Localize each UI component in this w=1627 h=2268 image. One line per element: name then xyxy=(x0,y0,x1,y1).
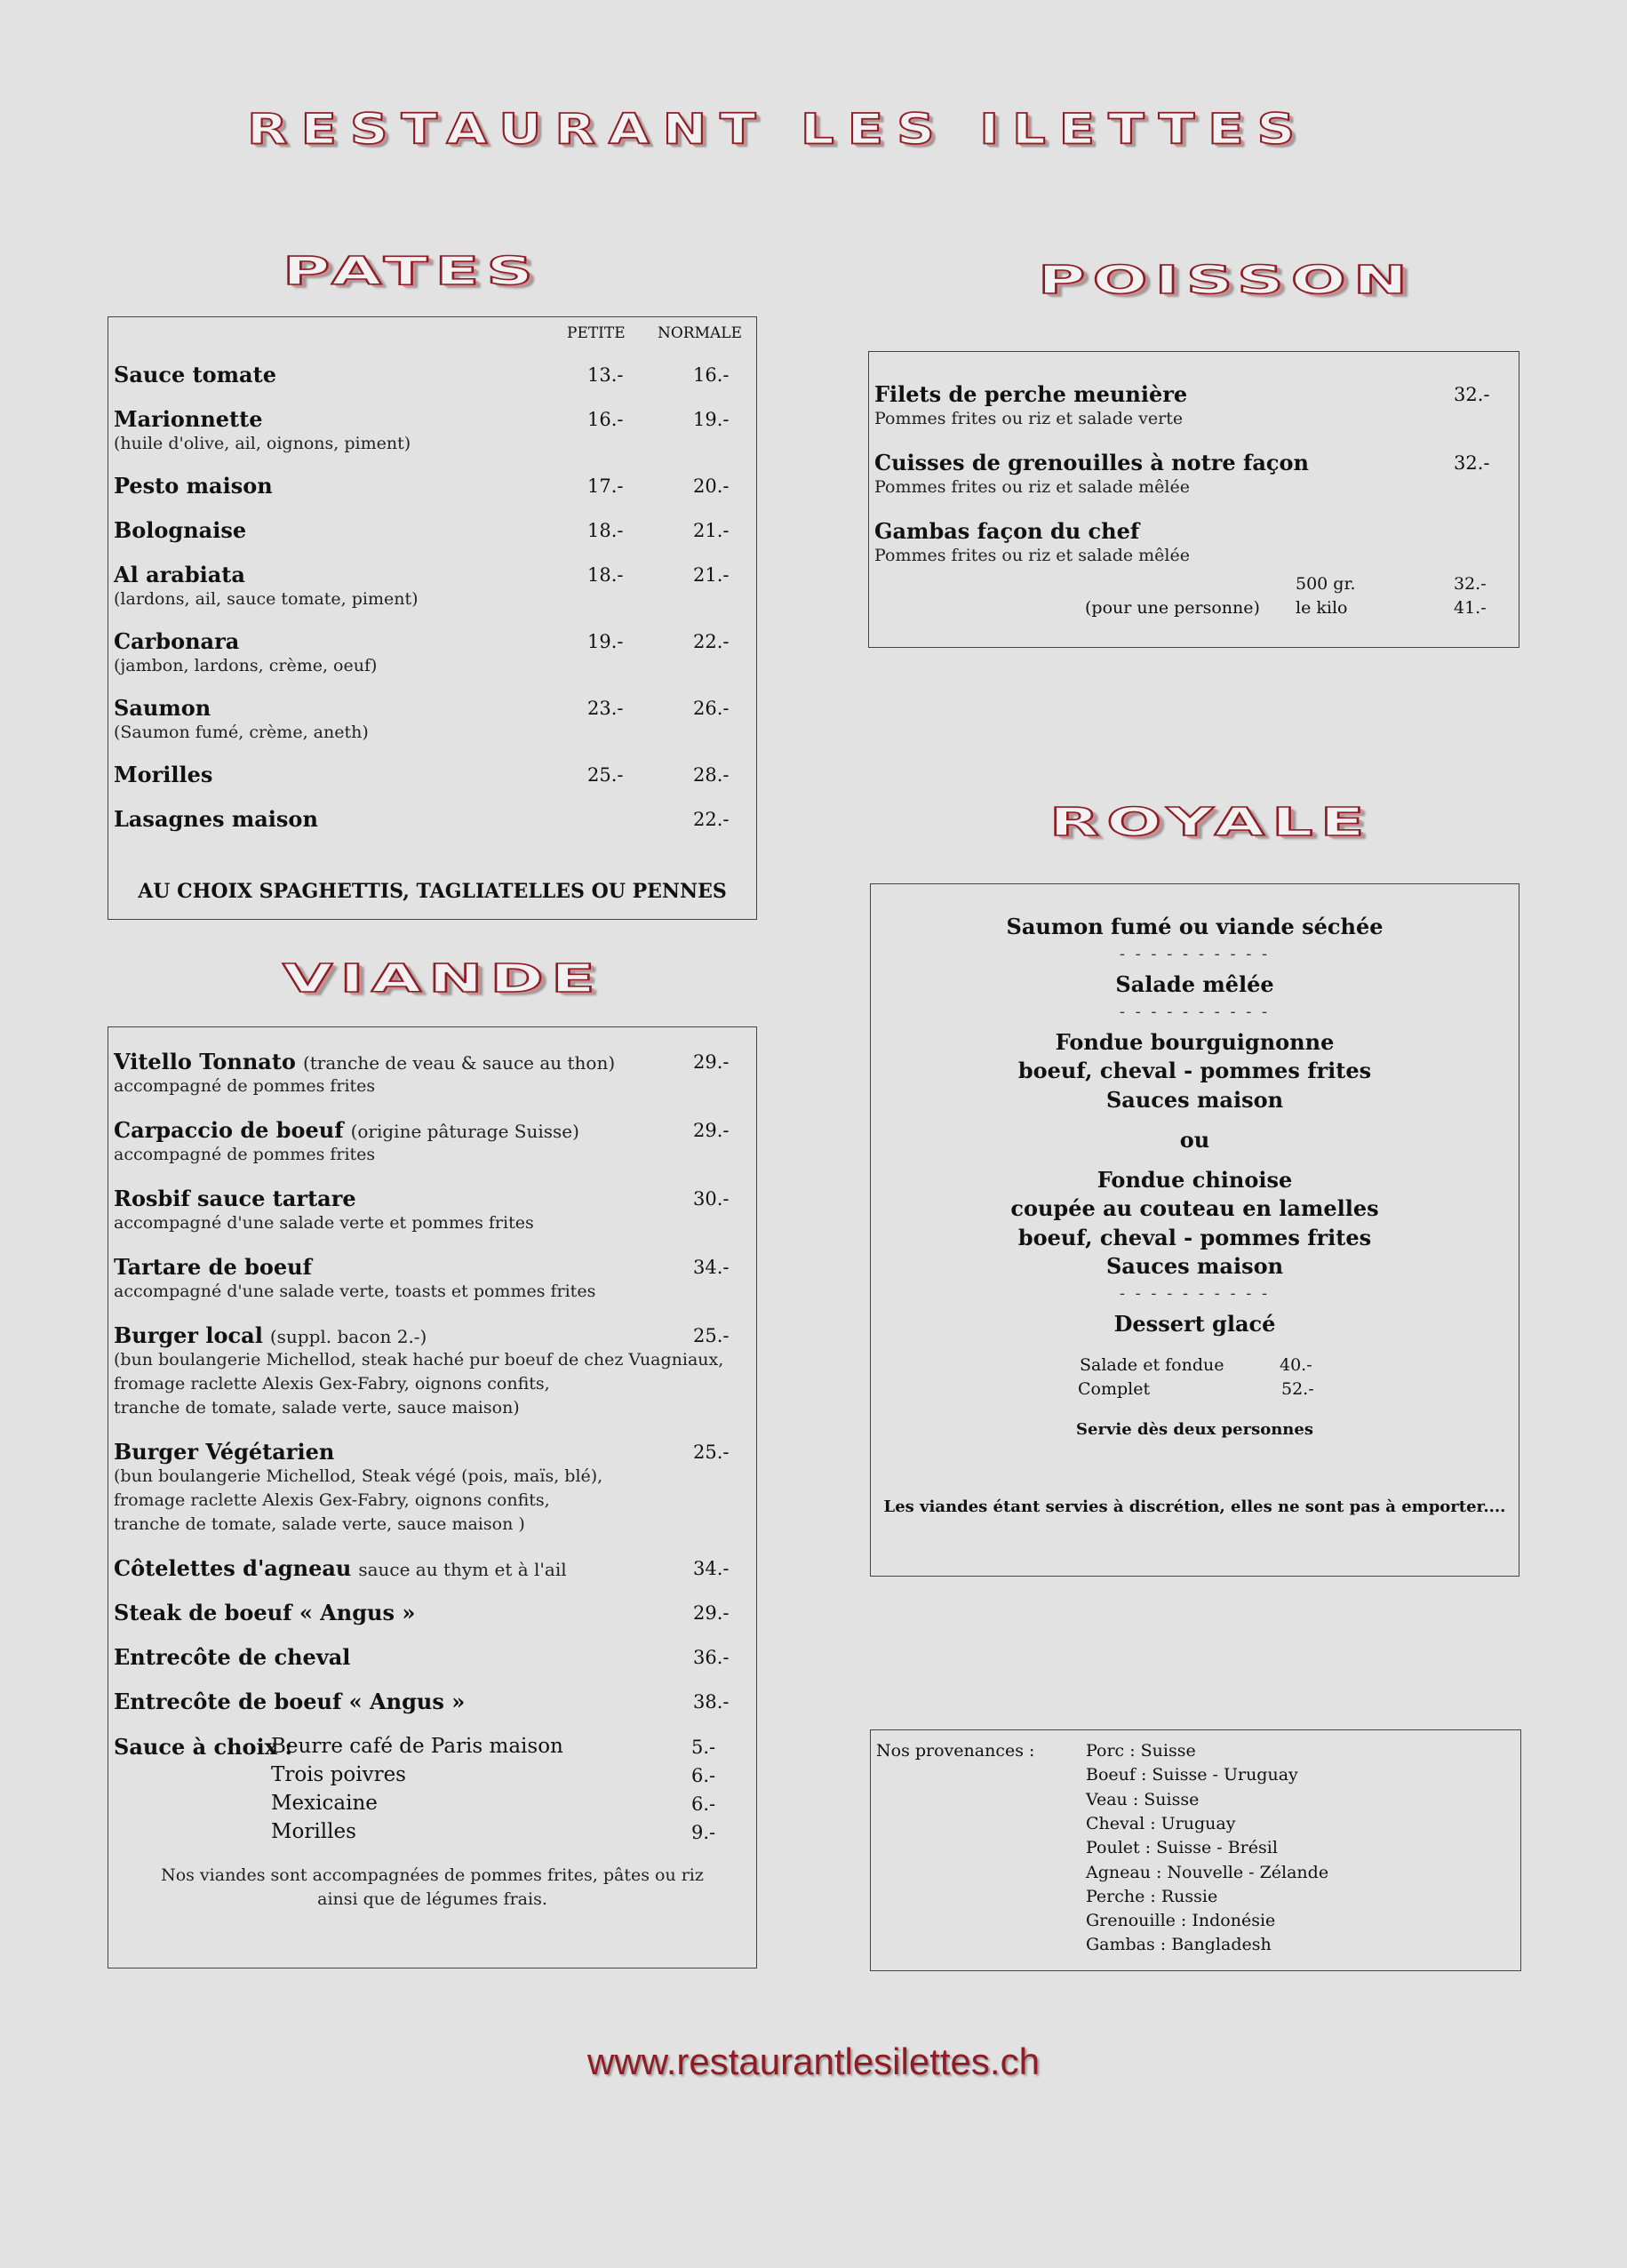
sauce-choice-label: Sauce à choix : xyxy=(114,1734,293,1760)
royale-fondue-chinoise-meats: boeuf, cheval - pommes frites xyxy=(1017,1225,1372,1250)
meat-note: tranche de tomate, salade verte, sauce maison) xyxy=(114,1398,520,1418)
meat-title-line xyxy=(114,1555,567,1581)
meat-inline-note: sauce au thym et à l'ail xyxy=(358,1559,567,1580)
pasta-name: Sauce tomate xyxy=(114,362,276,387)
sauce-name: Beurre café de Paris maison xyxy=(271,1735,563,1758)
pates-box xyxy=(108,316,757,920)
royale-separator-2: - - - - - - - - - - xyxy=(1119,1002,1271,1021)
price-petite: 19.- xyxy=(587,631,624,652)
sauce-name: Mexicaine xyxy=(271,1792,378,1815)
sauce-name: Trois poivres xyxy=(271,1763,406,1786)
meat-price: 29.- xyxy=(693,1602,730,1624)
page-title: RESTAURANT LES ILETTES xyxy=(247,105,1309,155)
provenance-item: Boeuf : Suisse - Uruguay xyxy=(1086,1765,1298,1785)
royale-heading: ROYALE xyxy=(1049,800,1372,845)
meat-price: 25.- xyxy=(693,1441,730,1463)
fish-name: Gambas façon du chef xyxy=(874,518,1140,544)
meat-price: 30.- xyxy=(693,1188,730,1210)
fish-note: Pommes frites ou riz et salade mêlée xyxy=(874,546,1190,565)
meat-note: fromage raclette Alexis Gex-Fabry, oignons confits, xyxy=(114,1374,550,1394)
meat-note: (bun boulangerie Michellod, Steak végé (pois, maïs, blé), xyxy=(114,1466,603,1486)
pasta-name: Lasagnes maison xyxy=(114,806,318,832)
pasta-name: Carbonara xyxy=(114,628,240,654)
sauce-price: 6.- xyxy=(691,1765,716,1786)
meat-note: (bun boulangerie Michellod, steak haché pur boeuf de chez Vuagniaux, xyxy=(114,1350,724,1370)
price-normale: 26.- xyxy=(693,698,730,719)
gambas-person-note: (pour une personne) xyxy=(1085,598,1260,618)
meat-name: Carpaccio de boeuf xyxy=(114,1117,344,1143)
gambas-price-500: 32.- xyxy=(1454,574,1487,594)
price-normale: 22.- xyxy=(693,809,730,830)
royale-served: Servie dès deux personnes xyxy=(1076,1420,1313,1439)
meat-inline-note: (suppl. bacon 2.-) xyxy=(269,1326,427,1347)
meat-name: Burger local xyxy=(114,1322,263,1348)
gambas-price-kilo: 41.- xyxy=(1454,598,1487,618)
price-petite: 18.- xyxy=(587,520,624,541)
provenances-label: Nos provenances : xyxy=(876,1741,1035,1761)
pasta-name: Marionnette xyxy=(114,406,263,432)
royale-price-1: 40.- xyxy=(1280,1355,1312,1375)
col-normale-label: NORMALE xyxy=(658,324,742,342)
meat-price: 29.- xyxy=(693,1051,730,1073)
meat-title-line xyxy=(114,1644,350,1670)
meat-title-line xyxy=(114,1600,415,1625)
price-petite: 13.- xyxy=(587,364,624,386)
meat-name: Côtelettes d'agneau xyxy=(114,1555,352,1581)
royale-starter: Saumon fumé ou viande séchée xyxy=(1006,914,1384,939)
royale-fondue-chinoise-cut: coupée au couteau en lamelles xyxy=(1010,1195,1379,1221)
poisson-heading: POISSON xyxy=(1038,258,1415,303)
pasta-name: Al arabiata xyxy=(114,562,245,587)
price-normale: 20.- xyxy=(693,475,730,497)
royale-price-label-2: Complet xyxy=(1078,1379,1151,1399)
pasta-note: (Saumon fumé, crème, aneth) xyxy=(114,723,369,742)
meat-note: accompagné de pommes frites xyxy=(114,1076,376,1096)
provenance-item: Perche : Russie xyxy=(1086,1886,1218,1906)
fish-name: Filets de perche meunière xyxy=(874,381,1188,407)
sauce-price: 9.- xyxy=(691,1822,716,1843)
royale-fondue-chinoise: Fondue chinoise xyxy=(1097,1167,1293,1193)
meat-price: 29.- xyxy=(693,1120,730,1141)
meat-name: Entrecôte de cheval xyxy=(114,1644,351,1670)
price-normale: 21.- xyxy=(693,564,730,586)
meat-title-line xyxy=(114,1322,427,1348)
viande-footer-1: Nos viandes sont accompagnées de pommes frites, pâtes ou riz xyxy=(161,1865,704,1885)
provenance-item: Veau : Suisse xyxy=(1086,1789,1200,1809)
pasta-note: (jambon, lardons, crème, oeuf) xyxy=(114,656,378,675)
pasta-note: (huile d'olive, ail, oignons, piment) xyxy=(114,434,411,453)
meat-price: 34.- xyxy=(693,1558,730,1579)
meat-name: Rosbif sauce tartare xyxy=(114,1186,356,1211)
viande-box xyxy=(108,1026,757,1969)
pates-heading: PATES xyxy=(283,249,541,294)
pates-footer: AU CHOIX SPAGHETTIS, TAGLIATELLES OU PENNES xyxy=(138,880,727,903)
meat-note: accompagné d'une salade verte et pommes frites xyxy=(114,1213,534,1233)
meat-note: accompagné d'une salade verte, toasts et pommes frites xyxy=(114,1282,596,1301)
fish-name: Cuisses de grenouilles à notre façon xyxy=(874,450,1309,475)
meat-note: accompagné de pommes frites xyxy=(114,1145,376,1164)
royale-price-2: 52.- xyxy=(1281,1379,1314,1399)
royale-box xyxy=(870,883,1519,1577)
meat-inline-note: (origine pâturage Suisse) xyxy=(350,1121,579,1142)
meat-name: Entrecôte de boeuf « Angus » xyxy=(114,1689,466,1714)
price-petite: 23.- xyxy=(587,698,624,719)
meat-note: fromage raclette Alexis Gex-Fabry, oignons confits, xyxy=(114,1490,550,1510)
pasta-name: Saumon xyxy=(114,695,211,721)
meat-name: Vitello Tonnato xyxy=(114,1049,296,1074)
price-petite: 17.- xyxy=(587,475,624,497)
viande-footer-2: ainsi que de légumes frais. xyxy=(317,1889,547,1909)
sauce-price: 5.- xyxy=(691,1737,716,1758)
pasta-name: Bolognaise xyxy=(114,517,247,543)
meat-name: Steak de boeuf « Angus » xyxy=(114,1600,416,1625)
col-petite-label: PETITE xyxy=(567,324,626,342)
meat-inline-note: (tranche de veau & sauce au thon) xyxy=(302,1052,616,1074)
royale-separator-1: - - - - - - - - - - xyxy=(1119,945,1271,963)
gambas-qty-500: 500 gr. xyxy=(1296,574,1356,594)
royale-dessert: Dessert glacé xyxy=(1113,1311,1276,1337)
meat-price: 36.- xyxy=(693,1647,730,1668)
provenances-box xyxy=(870,1729,1521,1971)
royale-sauces-2: Sauces maison xyxy=(1105,1253,1284,1279)
royale-notice: Les viandes étant servies à discrétion, elles ne sont pas à emporter.... xyxy=(883,1497,1506,1516)
meat-title-line xyxy=(114,1439,334,1465)
meat-title-line xyxy=(114,1117,579,1143)
meat-price: 34.- xyxy=(693,1257,730,1278)
meat-price: 25.- xyxy=(693,1325,730,1346)
royale-or: ou xyxy=(1179,1127,1210,1153)
price-normale: 21.- xyxy=(693,520,730,541)
meat-title-line xyxy=(114,1186,356,1211)
price-petite: 18.- xyxy=(587,564,624,586)
royale-sauces-1: Sauces maison xyxy=(1105,1087,1284,1113)
price-normale: 28.- xyxy=(693,764,730,786)
provenance-item: Porc : Suisse xyxy=(1086,1741,1196,1761)
price-petite: 25.- xyxy=(587,764,624,786)
royale-fondue-bourguignonne-meats: boeuf, cheval - pommes frites xyxy=(1017,1058,1372,1083)
provenance-item: Poulet : Suisse - Brésil xyxy=(1086,1838,1278,1858)
poisson-box xyxy=(868,351,1519,648)
meat-name: Burger Végétarien xyxy=(114,1439,335,1465)
royale-fondue-bourguignonne: Fondue bourguignonne xyxy=(1055,1029,1335,1055)
fish-note: Pommes frites ou riz et salade verte xyxy=(874,409,1184,428)
fish-price: 32.- xyxy=(1454,384,1490,405)
sauce-name: Morilles xyxy=(271,1820,356,1843)
provenance-item: Cheval : Uruguay xyxy=(1086,1813,1236,1833)
meat-title-line xyxy=(114,1689,465,1714)
website-link[interactable]: www.restaurantlesilettes.ch xyxy=(587,2040,1040,2082)
royale-salad: Salade mêlée xyxy=(1115,971,1274,997)
pasta-name: Pesto maison xyxy=(114,473,273,499)
meat-price: 38.- xyxy=(693,1691,730,1713)
provenance-item: Grenouille : Indonésie xyxy=(1086,1911,1276,1931)
provenance-item: Gambas : Bangladesh xyxy=(1086,1935,1272,1955)
meat-name: Tartare de boeuf xyxy=(114,1254,312,1280)
price-normale: 22.- xyxy=(693,631,730,652)
price-petite: 16.- xyxy=(587,409,624,430)
price-normale: 16.- xyxy=(693,364,730,386)
pasta-name: Morilles xyxy=(114,762,213,787)
royale-separator-3: - - - - - - - - - - xyxy=(1119,1284,1271,1303)
pasta-note: (lardons, ail, sauce tomate, piment) xyxy=(114,589,419,609)
fish-note: Pommes frites ou riz et salade mêlée xyxy=(874,477,1190,497)
provenance-item: Agneau : Nouvelle - Zélande xyxy=(1086,1862,1329,1882)
fish-price: 32.- xyxy=(1454,452,1490,474)
meat-title-line xyxy=(114,1254,312,1280)
price-normale: 19.- xyxy=(693,409,730,430)
sauce-price: 6.- xyxy=(691,1793,716,1815)
gambas-qty-kilo: le kilo xyxy=(1296,598,1348,618)
meat-title-line xyxy=(114,1049,615,1074)
royale-price-label-1: Salade et fondue xyxy=(1080,1355,1224,1375)
meat-note: tranche de tomate, salade verte, sauce maison ) xyxy=(114,1514,525,1534)
viande-heading: VIANDE xyxy=(283,956,602,1002)
